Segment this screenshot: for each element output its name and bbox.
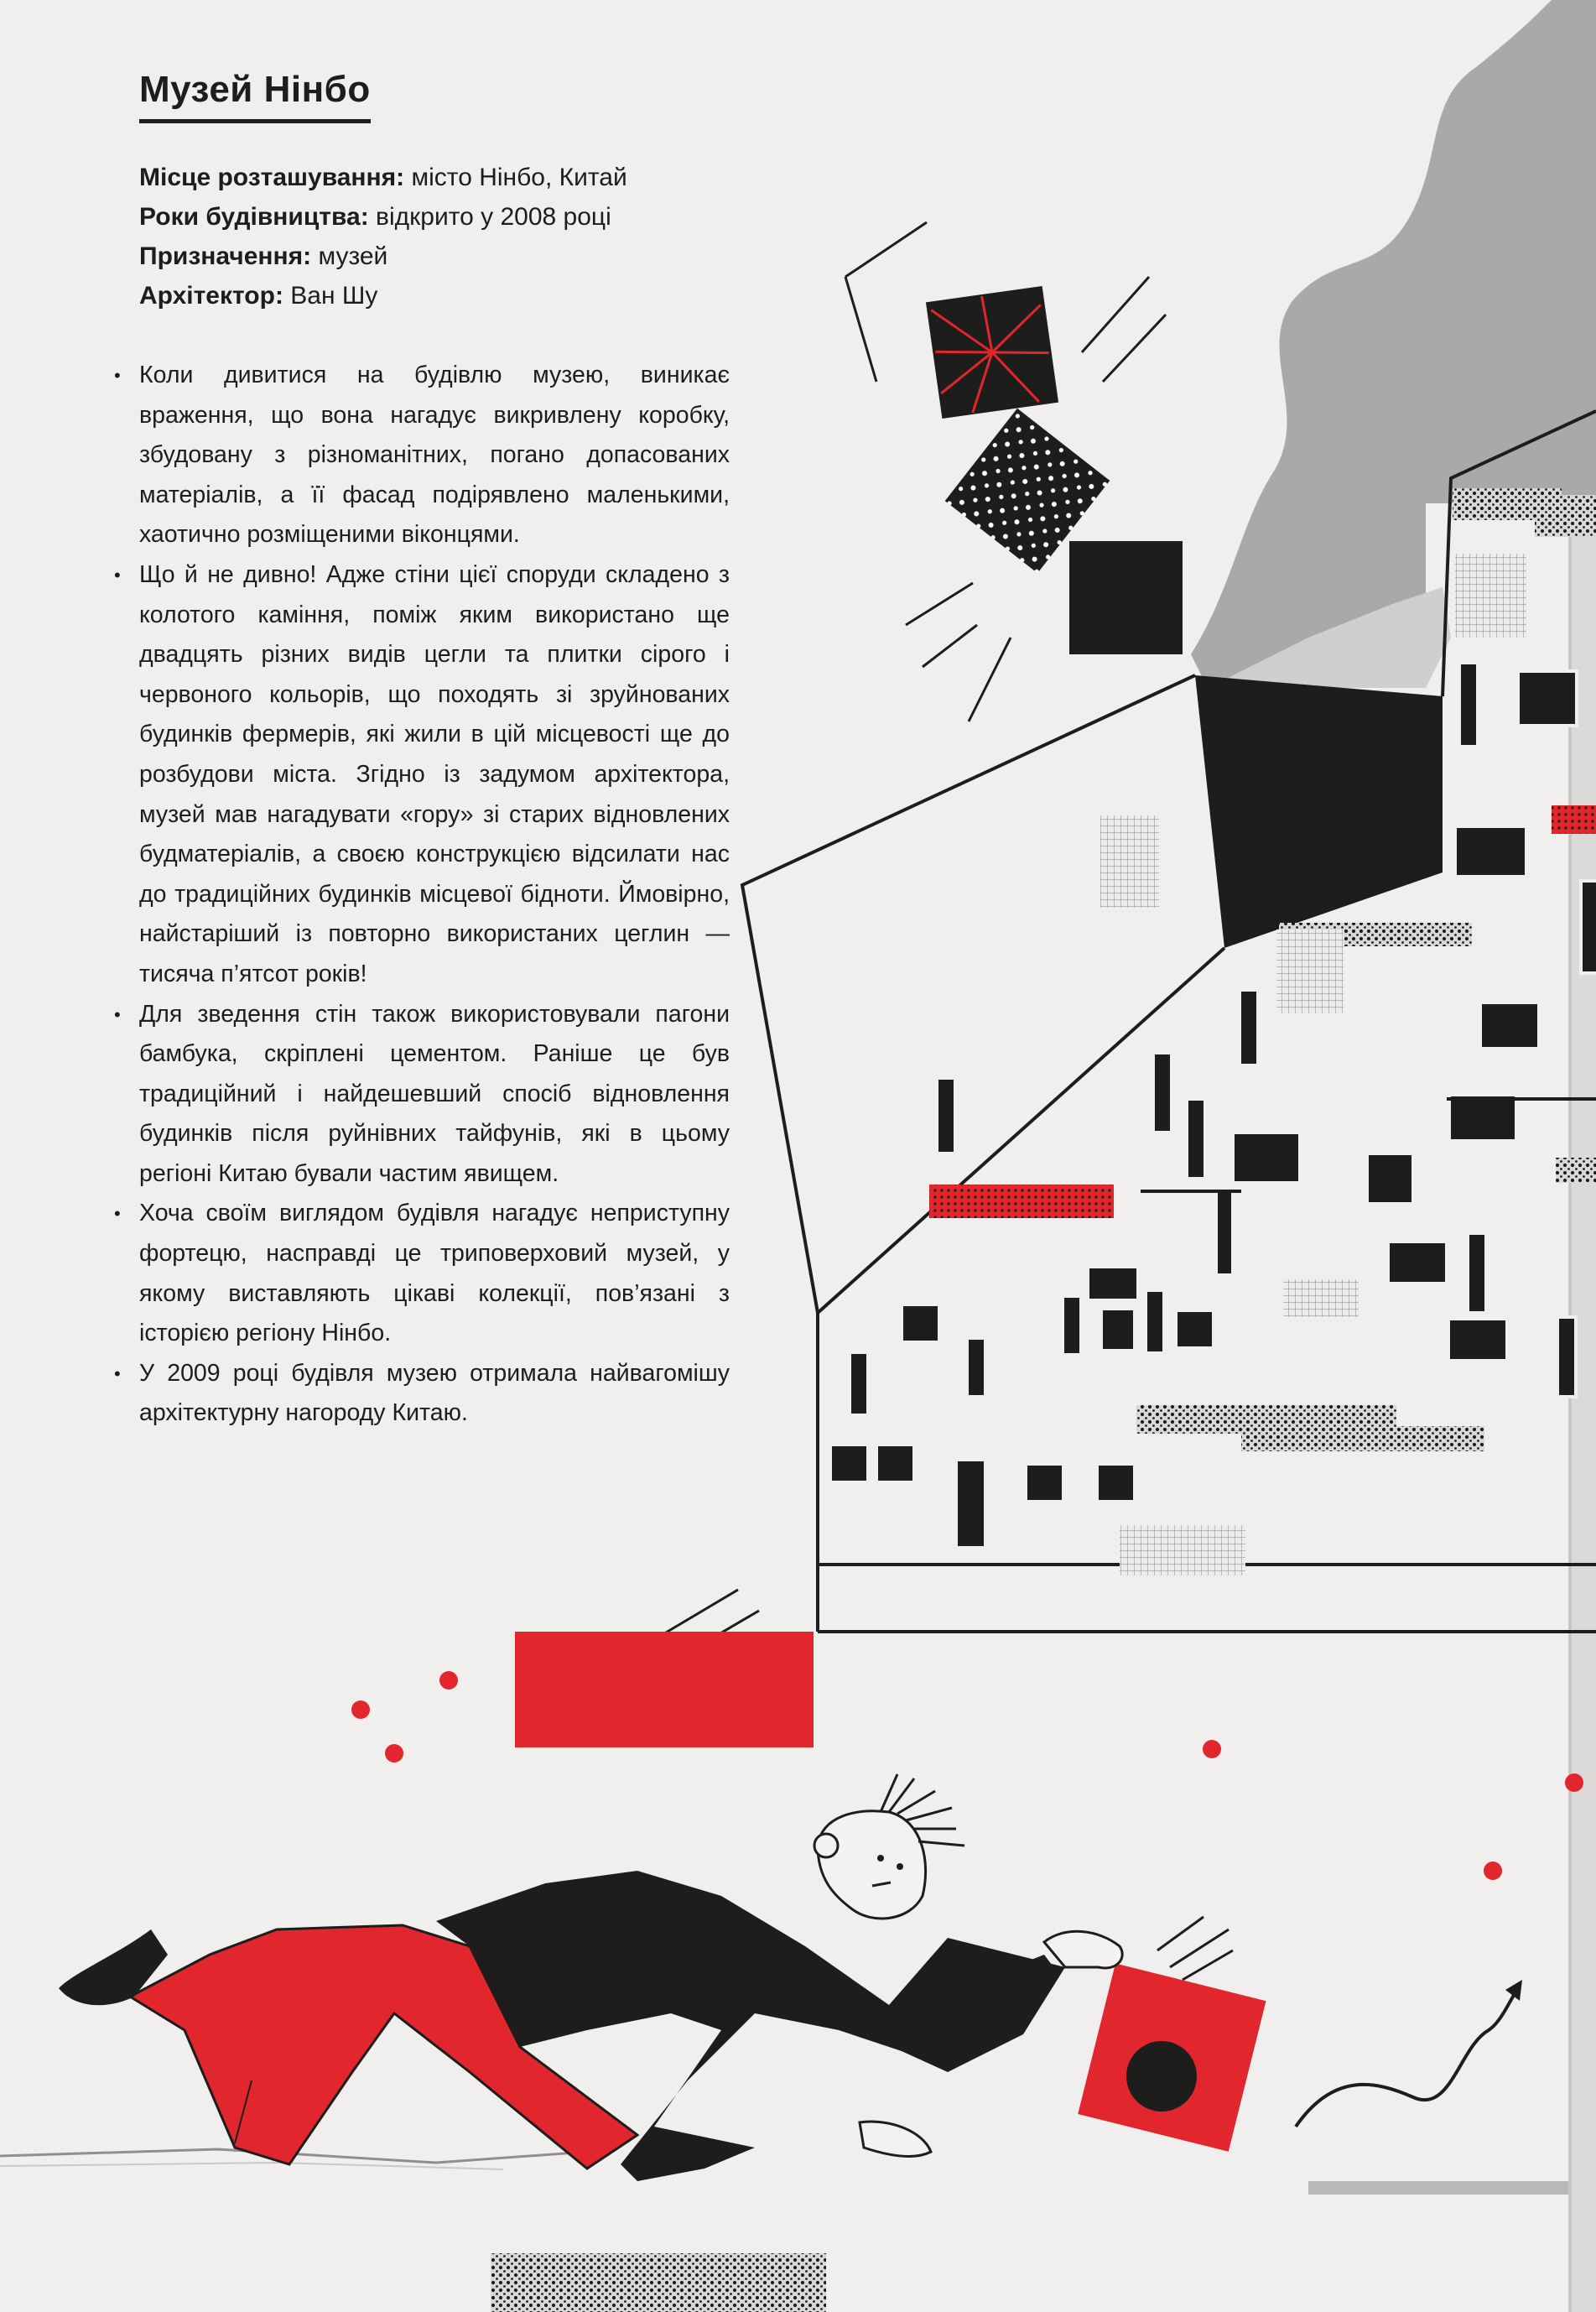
facts-list <box>139 158 777 315</box>
fact-value: музей <box>318 242 388 270</box>
fact-location <box>139 158 777 197</box>
page-title: Музей Нінбо <box>139 69 371 123</box>
fact-value: відкрито у 2008 році <box>376 203 611 231</box>
fact-key: Призначення: <box>139 242 312 270</box>
curvy-arrow-icon <box>1296 1980 1522 2127</box>
description-item: • Коли дивитися на будівлю музею, виникає враження, що вона нагадує викривлену коробку, збудовану з різноманітних, погано допасованих матеріалів, а її фасад подірявлено маленькими, хаотично розміщеними віконцями. <box>117 356 730 555</box>
fact-key: Місце розташування: <box>139 164 405 191</box>
fact-value: Ван Шу <box>290 282 378 310</box>
description-item: • У 2009 році будівля музею отримала найвагомішу архітектурну нагороду Китаю. <box>117 1354 730 1434</box>
falling-man-figure <box>59 1774 1122 2181</box>
description-list <box>117 356 730 1434</box>
fact-years <box>139 197 777 237</box>
fact-purpose <box>139 237 777 276</box>
description-item: • Що й не дивно! Адже стіни цієї споруди складено з колотого каміння, поміж яким використано ще двадцять різних видів цегли та плитки сірого і червоного кольорів, що походять зі зруйнованих будинків фермерів, які жили в цій місцевості ще до розбудови міста. Згідно із задумом архітектора, музей мав нагадувати «гору» зі старих відновлених будматеріалів, а своєю конструкцією відсилати нас до традиційних будинків місцевої бідноти. Ймовірно, найстаріший із повторно використаних цеглин — тисяча п’ятсот років! <box>117 555 730 995</box>
fact-key: Роки будівництва: <box>139 203 369 231</box>
description-item: • Хоча своїм виглядом будівля нагадує неприступну фортецю, насправді це триповерховий музей, у якому виставляють цікаві колекції, пов’язані з історією регіону Нінбо. <box>117 1194 730 1353</box>
fact-key: Архітектор: <box>139 282 283 310</box>
fact-architect <box>139 276 777 315</box>
fact-value: місто Нінбо, Китай <box>411 164 627 191</box>
description-item: • Для зведення стін також використовували пагони бамбука, скріплені цементом. Раніше це був традиційний і найдешевший спосіб відновлення будинків після руйнівних тайфунів, які в цьому регіоні Китаю бували частим явищем. <box>117 995 730 1195</box>
